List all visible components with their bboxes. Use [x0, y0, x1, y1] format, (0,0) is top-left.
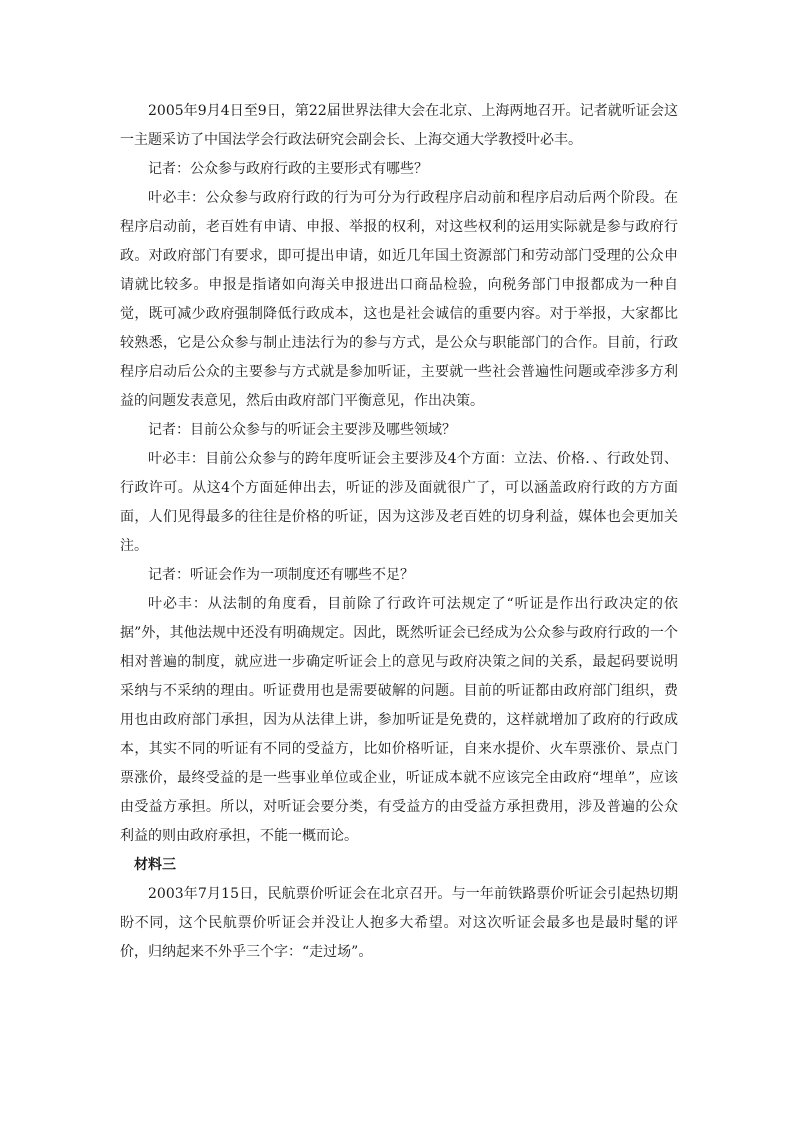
section-title-material-3: 材料三 — [134, 857, 176, 873]
answer-1: 叶必丰：公众参与政府行政的行为可分为行政程序启动前和程序启动后两个阶段。在程序启动前，老百姓有申请、申报、举报的权利，对这些权利的运用实际就是参与政府行政。对政府部门有要求，即可提出申请，如近几年国土资源部门和劳动部门受理的公众申请就比较多。申报是指诸如向海关申报进出口商品检验，向税务部门申报都成为一种自觉，既可减少政府强制降低行政成本，这也是社会诚信的重要内容。对于举报，大家都比较熟悉，它是公众参与制止违法行为的参与方式，是公众与职能部门的合作。目前，行政程序启动后公众的主要参与方式就是参加听证，主要就一些社会普遍性问题或牵涉多方利益的问题发表意见，然后由政府部门平衡意见，作出决策。 — [120, 190, 678, 409]
reporter-question-1: 记者：公众参与政府行政的主要形式有哪些？ — [148, 161, 428, 177]
reporter-question-2: 记者：目前公众参与的听证会主要涉及哪些领域？ — [148, 422, 456, 438]
answer-3: 叶必丰：从法制的角度看，目前除了行政许可法规定了“听证是作出行政决定的依据”外，其他法规中还没有明确规定。因此，既然听证会已经成为公众参与政府行政的一个相对普遍的制度，就应进一步确定听证会上的意见与政府决策之间的关系，最起码要说明采纳与不采纳的理由。听证费用也是需要破解的问题。目前的听证都由政府部门组织，费用也由政府部门承担，因为从法律上讲，参加听证是免费的，这样就增加了政府的行政成本，其实不同的听证有不同的受益方，比如价格听证，自来水提价、火车票涨价、景点门票涨价，最终受益的是一些事业单位或企业，听证成本就不应该完全由政府“埋单”，应该由受益方承担。所以，对听证会要分类，有受益方的由受益方承担费用，涉及普遍的公众利益的则由政府承担，不能一概而论。 — [120, 596, 678, 844]
reporter-question-3: 记者：听证会作为一项制度还有哪些不足？ — [148, 567, 414, 583]
material-3-paragraph: 2003年7月15日，民航票价听证会在北京召开。与一年前铁路票价听证会引起热切期盼不同，这个民航票价听证会并没让人抱多大希望。对这次听证会最多也是最时髦的评价，归纳起来不外乎三个字：“走过场”。 — [120, 886, 678, 960]
document-body — [120, 97, 678, 967]
answer-2: 叶必丰：目前公众参与的跨年度听证会主要涉及4个方面：立法、价格．、行政处罚、行政许可。从这4个方面延伸出去，听证的涉及面就很广了，可以涵盖政府行政的方方面面，人们见得最多的往往是价格的听证，因为这涉及老百姓的切身利益，媒体也会更加关注。 — [120, 451, 678, 554]
intro-paragraph: 2005年9月4日至9日，第22届世界法律大会在北京、上海两地召开。记者就听证会这一主题采访了中国法学会行政法研究会副会长、上海交通大学教授叶必丰。 — [120, 103, 678, 148]
